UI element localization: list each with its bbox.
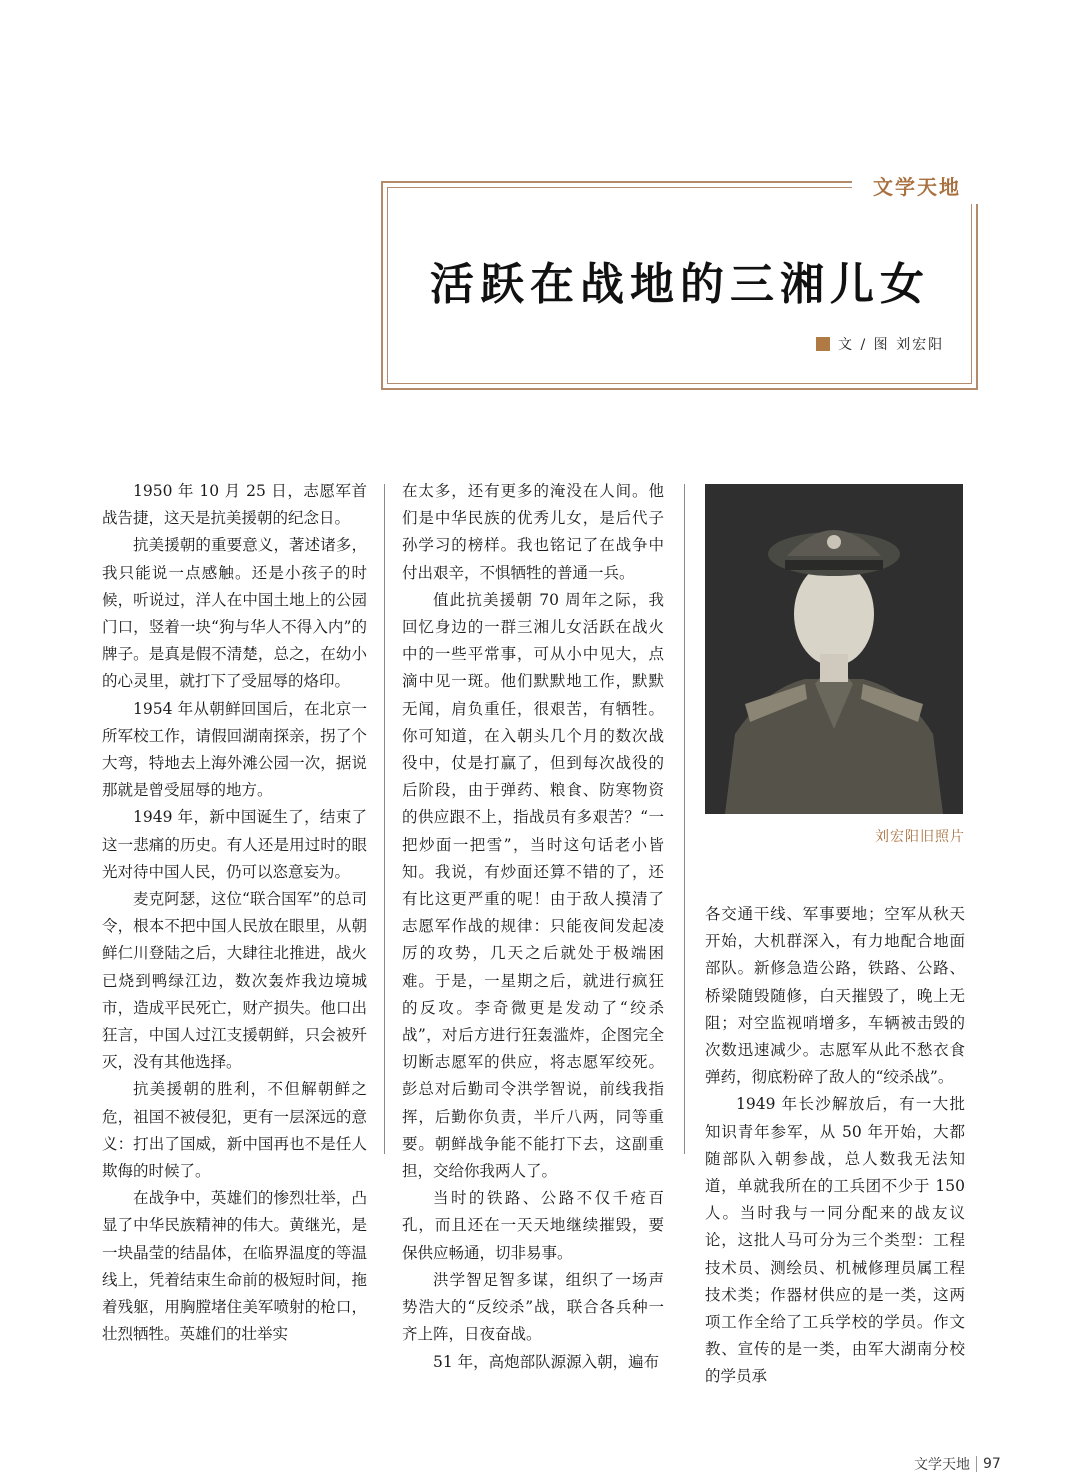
paragraph: 1949 年，新中国诞生了，结束了这一悲痛的历史。有人还是用过时的眼光对待中国人民，仍可以恣意妄为。 xyxy=(102,808,367,881)
column-divider xyxy=(684,484,685,1154)
paragraph: 1954 年从朝鲜回国后，在北京一所军校工作，请假回湖南探亲，拐了个大弯，特地去上海外滩公园一次，据说那就是曾受屈辱的地方。 xyxy=(102,699,367,800)
paragraph: 抗美援朝的重要意义，著述诸多，我只能说一点感触。还是小孩子的时候，听说过，洋人在中国土地上的公园门口，竖着一块“狗与华人不得入内”的牌子。是真是假不清楚，总之，在幼小的心灵里，就打下了受屈辱的烙印。 xyxy=(102,536,367,691)
paragraph: 洪学智足智多谋，组织了一场声势浩大的“反绞杀”战，联合各兵种一齐上阵，日夜奋战。 xyxy=(402,1270,664,1344)
portrait-photo xyxy=(705,484,963,814)
page-number: 97 xyxy=(983,1456,1001,1472)
footer-section: 文学天地 xyxy=(914,1457,970,1473)
paragraph: 当时的铁路、公路不仅千疮百孔，而且还在一天天地继续摧毁，要保供应畅通，切非易事。 xyxy=(402,1189,664,1262)
paragraph: 51 年，高炮部队源源入朝，遍布 xyxy=(433,1352,660,1371)
byline-square-icon xyxy=(816,337,830,351)
byline xyxy=(816,333,944,355)
paragraph: 抗美援朝的胜利，不但解朝鲜之危，祖国不被侵犯，更有一层深远的意义：打出了国威，新中国再也不是任人欺侮的时候了。 xyxy=(102,1080,367,1181)
paragraph: 值此抗美援朝 70 周年之际，我回忆身边的一群三湘儿女活跃在战火中的一些平常事，可从小中见大，点滴中见一斑。他们默默地工作，默默无闻，肩负重任，很艰苦，有牺牲。你可知道，在入朝头几个月的数次战役中，仗是打赢了，但到每次战役的后阶段，由于弹药、粮食、防寒物资的供应跟不上，指战员有多艰苦？“一把炒面一把雪”，当时这句话老小皆知。我说，有炒面还算不错的了，还有比这更严重的呢！由于敌人摸清了志愿军作战的规律：只能夜间发起凌厉的攻势，几天之后就处于极端困难。于是，一星期之后，就进行疯狂的反攻。李奇微更是发动了“绞杀战”，对后方进行狂轰滥炸，企图完全切断志愿军的供应，将志愿军绞死。彭总对后勤司令洪学智说，前线我指挥，后勤你负责，半斤八两，同等重要。朝鲜战争能不能打下去，这副重担，交给你我两人了。 xyxy=(402,590,664,1181)
text-column-3 xyxy=(705,901,965,1391)
paragraph: 各交通干线、军事要地；空军从秋天开始，大机群深入，有力地配合地面部队。新修急造公路，铁路、公路、桥梁随毁随修，白天摧毁了，晚上无阻；对空监视哨增多，车辆被击毁的次数迅速减少。志愿军从此不愁衣食弹药，彻底粉碎了敌人的“绞杀战”。 xyxy=(705,905,965,1087)
paragraph: 在战争中，英雄们的惨烈壮举，凸显了中华民族精神的伟大。黄继光，是一块晶莹的结晶体，在临界温度的等温线上，凭着结束生命前的极短时间，拖着残躯，用胸膛堵住美军喷射的枪口，壮烈牺牲。英雄们的壮举实 xyxy=(102,1189,367,1344)
article-title: 活跃在战地的三湘儿女 xyxy=(430,259,930,310)
paragraph: 麦克阿瑟，这位“联合国军”的总司令，根本不把中国人民放在眼里，从朝鲜仁川登陆之后，大肆往北推进，战火已烧到鸭绿江边，数次轰炸我边境城市，造成平民死亡，财产损失。他口出狂言，中国人过江支援朝鲜，只会被歼灭，没有其他选择。 xyxy=(102,890,367,1072)
text-column-2 xyxy=(402,478,664,1376)
column-divider xyxy=(384,484,385,1154)
photo-caption: 刘宏阳旧照片 xyxy=(875,829,965,845)
paragraph: 在太多，还有更多的淹没在人间。他们是中华民族的优秀儿女，是后代子孙学习的榜样。我也铭记了在战争中付出艰辛，不惧牺牲的普通一兵。 xyxy=(402,482,664,582)
paragraph: 1949 年长沙解放后，有一大批知识青年参军，从 50 年开始，大都随部队入朝参战，总人数我无法知道，单就我所在的工兵团不少于 150 人。当时我与一同分配来的战友议论，这批人马可分为三个类型：工程技术员、测绘员、机械修理员属工程技术类；作器材供应的是一类，这两项工作全给了工兵学校的学员。作文教、宣传的是一类，由军大湖南分校的学员承 xyxy=(705,1095,965,1386)
byline-text: 文 / 图 刘宏阳 xyxy=(838,337,945,353)
paragraph: 1950 年 10 月 25 日，志愿军首战告捷，这天是抗美援朝的纪念日。 xyxy=(102,482,367,528)
text-column-1 xyxy=(102,478,367,1349)
footer-separator xyxy=(976,1456,977,1472)
page-footer xyxy=(914,1454,1001,1474)
section-tag: 文学天地 xyxy=(852,170,982,204)
